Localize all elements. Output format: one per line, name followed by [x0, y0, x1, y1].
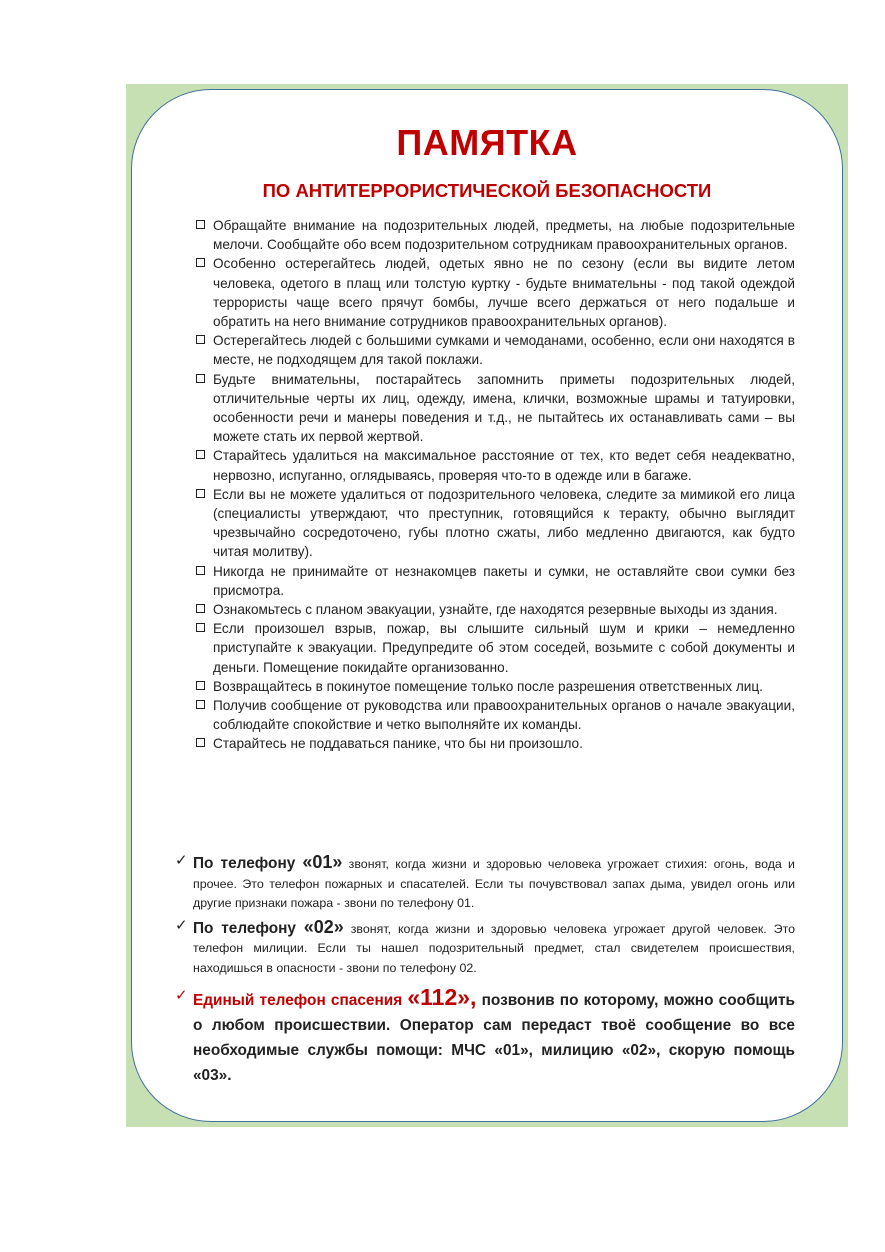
rule-item — [195, 562, 795, 600]
checkmark-icon: ✓ — [175, 916, 188, 934]
phone-lead: Единый телефон спасения — [193, 991, 408, 1009]
phone-lead: По телефону — [193, 855, 303, 872]
rule-item — [195, 331, 795, 369]
checkbox-icon — [196, 374, 205, 383]
phone-02-item — [175, 918, 795, 979]
rule-text: Получив сообщение от руководства или правоохранительных органов о начале эвакуации, соблюдайте спокойствие и четко выполняйте их команды. — [213, 698, 795, 733]
rule-text: Обращайте внимание на подозрительных людей, предметы, на любые подозрительные мелочи. Сообщайте обо всем подозрительном сотрудникам правоохранительных органов. — [213, 218, 795, 253]
checkbox-icon — [196, 681, 205, 690]
phone-number: «112», — [407, 983, 477, 1010]
checkbox-icon — [196, 700, 205, 709]
checkbox-icon — [196, 450, 205, 459]
rule-item — [195, 446, 795, 484]
rule-text: Никогда не принимайте от незнакомцев пакеты и сумки, не оставляйте свои сумки без присмотра. — [213, 563, 795, 598]
rule-text: Старайтесь удалиться на максимальное расстояние от тех, кто ведет себя неадекватно, нервозно, испуганно, оглядываясь, проверяя что-то в одежде или в багаже. — [213, 448, 795, 483]
rule-text: Возвращайтесь в покинутое помещение только после разрешения ответственных лиц. — [213, 678, 763, 694]
rule-text: Особенно остерегайтесь людей, одетых явно не по сезону (если вы видите летом человека, одетого в плащ или толстую куртку - будьте внимательны - под такой одеждой террористы чаще всего прячут бомбы, лучше всего держаться от него подальше и обратить на него внимание сотрудников правоохранительных органов). — [213, 256, 795, 330]
rules-list — [195, 216, 795, 754]
phone-description: звонят, когда жизни и здоровью человека угрожает стихия: огонь, вода и прочее. Это телефон пожарных и спасателей. Если ты почувствовал запах дыма, увидел огонь или другие признаки пожара - звони по телефону 01. — [193, 857, 795, 911]
rule-text: Будьте внимательны, постарайтесь запомнить приметы подозрительных людей, отличительные черты их лиц, одежду, имена, клички, возможные шрамы и татуировки, особенности речи и манеры поведения и т.д., не пытайтесь их останавливать сами – вы можете стать их первой жертвой. — [213, 371, 795, 445]
checkbox-icon — [196, 738, 205, 747]
rule-text: Если вы не можете удалиться от подозрительного человека, следите за мимикой его лица (специалисты утверждают, что преступник, готовящийся к теракту, обычно выглядит чрезвычайно сосредоточено, губы плотно сжаты, либо медленно двигаются, как будто читая молитву). — [213, 486, 795, 560]
phone-number: «02» — [303, 916, 344, 937]
checkbox-icon — [196, 623, 205, 632]
rule-item — [195, 696, 795, 734]
rule-item — [195, 216, 795, 254]
checkbox-icon — [196, 335, 205, 344]
rule-text: Остерегайтесь людей с большими сумками и чемоданами, особенно, если они находятся в месте, не подходящем для такой поклажи. — [213, 333, 795, 368]
phone-lead: По телефону — [193, 919, 304, 937]
rule-text: Ознакомьтесь с планом эвакуации, узнайте, где находятся резервные выходы из здания. — [213, 602, 778, 618]
phone-01-item — [175, 853, 795, 914]
phone-description: звонят, когда жизни и здоровью человека угрожает другой человек. Это телефон милиции. Если ты нашел подозрительный предмет, стал свидетелем происшествия, находишься в опасности - звони по телефону 02. — [193, 921, 795, 975]
checkbox-icon — [196, 566, 205, 575]
checkmark-icon: ✓ — [175, 852, 188, 869]
rule-item — [195, 370, 795, 447]
rule-text: Старайтесь не поддаваться панике, что бы ни произошло. — [213, 736, 583, 752]
checkbox-icon — [196, 604, 205, 613]
rule-item — [195, 254, 795, 331]
phone-number: «01» — [302, 852, 343, 872]
rule-item — [195, 677, 795, 696]
checkmark-icon: ✓ — [175, 986, 188, 1004]
rule-item — [195, 485, 795, 562]
phone-numbers-section — [175, 853, 795, 1092]
rule-item — [195, 734, 795, 753]
rule-text: Если произошел взрыв, пожар, вы слышите сильный шум и крики – немедленно приступайте к эвакуации. Предупредите об этом соседей, возьмите с собой документы и деньги. Помещение покидайте организованно. — [213, 621, 795, 675]
rule-item — [195, 600, 795, 619]
checkbox-icon — [196, 258, 205, 267]
checkbox-icon — [196, 489, 205, 498]
phone-112-item — [175, 985, 795, 1088]
phone-description: позвонив по которому, можно сообщить о любом происшествии. Оператор сам передаст твоё сообщение во все необходимые службы помощи: МЧС «01», милицию «02», скорую помощь «03». — [193, 991, 795, 1084]
checkbox-icon — [196, 220, 205, 229]
page-subtitle: ПО АНТИТЕРРОРИСТИЧЕСКОЙ БЕЗОПАСНОСТИ — [262, 180, 712, 201]
rule-item — [195, 619, 795, 677]
page-title: ПАМЯТКА — [396, 122, 578, 163]
